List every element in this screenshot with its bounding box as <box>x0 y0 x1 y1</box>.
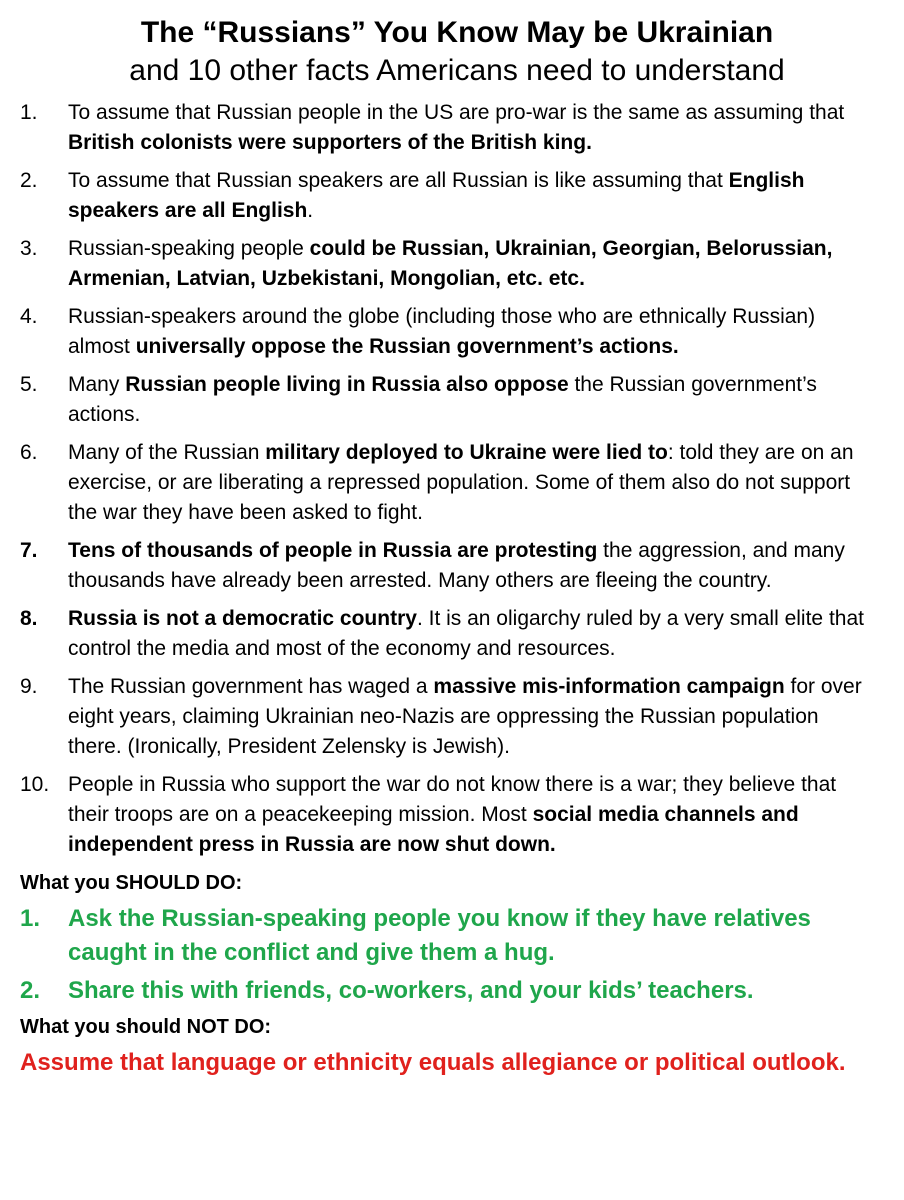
fact-text <box>68 672 874 762</box>
fact-text-run: Russian-speakers around the globe (including those who are ethnically Russian) almost <box>68 305 816 358</box>
fact-text <box>68 98 874 158</box>
fact-text <box>68 604 874 664</box>
fact-item <box>20 536 874 596</box>
fact-text-run: for over eight years, claiming Ukrainian neo-Nazis are oppressing the Russian population there. (Ironically, President Zelensky is Jewish). <box>68 675 862 758</box>
fact-number: 6. <box>20 441 38 464</box>
page-subtitle: and 10 other facts Americans need to understand <box>129 54 785 87</box>
fact-text <box>68 770 874 860</box>
fact-text-bold: massive mis-information campaign <box>433 675 785 698</box>
fact-text-bold: British colonists were supporters of the British king. <box>68 131 592 154</box>
fact-text-run: People in Russia who support the war do not know there is a war; they believe that their troops are on a peacekeeping mission. Most <box>68 773 837 826</box>
fact-item <box>20 672 874 762</box>
fact-text-bold: military deployed to Ukraine were lied to <box>265 441 668 464</box>
should-do-number: 2. <box>20 977 41 1004</box>
fact-text <box>68 234 874 294</box>
fact-text-run: To assume that Russian speakers are all Russian is like assuming that <box>68 169 729 192</box>
fact-number: 4. <box>20 305 38 328</box>
fact-number: 9. <box>20 675 38 698</box>
fact-number: 2. <box>20 169 38 192</box>
fact-text <box>68 302 874 362</box>
fact-text-bold: Russian people living in Russia also oppose <box>125 373 569 396</box>
should-not-do-text: Assume that language or ethnicity equals allegiance or political outlook. <box>20 1049 846 1076</box>
fact-number: 7. <box>20 539 38 562</box>
should-do-list <box>20 902 874 1008</box>
fact-text-run: The Russian government has waged a <box>68 675 434 698</box>
should-do-heading: What you SHOULD DO: <box>20 872 243 894</box>
fact-text-run: . <box>307 199 314 222</box>
fact-text-bold: could be Russian, Ukrainian, Georgian, Belorussian, Armenian, Latvian, Uzbekistani, Mongolian, etc. etc. <box>68 237 833 290</box>
fact-text-bold: English speakers are all English <box>68 169 805 222</box>
fact-text-bold: universally oppose the Russian government’s actions. <box>135 335 679 358</box>
fact-text-bold: Russia is not a democratic country <box>68 607 417 630</box>
fact-text-run: . It is an oligarchy ruled by a very small elite that control the media and most of the economy and resources. <box>68 607 864 660</box>
should-do-text: Ask the Russian-speaking people you know if they have relatives caught in the conflict and give them a hug. <box>68 905 811 966</box>
should-do-item <box>20 902 874 970</box>
fact-item <box>20 234 874 294</box>
fact-text-run: the aggression, and many thousands have already been arrested. Many others are fleeing the country. <box>68 539 845 592</box>
should-do-number: 1. <box>20 905 41 932</box>
fact-text-run: Many <box>68 373 126 396</box>
fact-number: 5. <box>20 373 38 396</box>
should-do-text: Share this with friends, co-workers, and your kids’ teachers. <box>68 977 754 1004</box>
page-title: The “Russians” You Know May be Ukrainian <box>140 16 774 49</box>
fact-text-run: Russian-speaking people <box>68 237 310 260</box>
fact-item <box>20 604 874 664</box>
should-not-do-heading: What you should NOT DO: <box>20 1016 272 1038</box>
fact-text-bold: social media channels and independent press in Russia are now shut down. <box>68 803 799 856</box>
fact-number: 1. <box>20 101 38 124</box>
fact-text-run: the Russian government’s actions. <box>68 373 817 426</box>
fact-item <box>20 166 874 226</box>
fact-number: 10. <box>20 773 50 796</box>
fact-text <box>68 536 874 596</box>
fact-item <box>20 438 874 528</box>
fact-text <box>68 438 874 528</box>
facts-list <box>20 98 874 860</box>
fact-item <box>20 98 874 158</box>
fact-item <box>20 770 874 860</box>
fact-number: 8. <box>20 607 38 630</box>
fact-item <box>20 302 874 362</box>
fact-text <box>68 166 874 226</box>
fact-number: 3. <box>20 237 38 260</box>
should-do-item <box>20 974 874 1008</box>
fact-text-run: Many of the Russian <box>68 441 266 464</box>
fact-item <box>20 370 874 430</box>
fact-text <box>68 370 874 430</box>
fact-text-bold: Tens of thousands of people in Russia are protesting <box>68 539 598 562</box>
fact-text-run: : told they are on an exercise, or are liberating a repressed population. Some of them also do not support the war they have been asked to fight. <box>68 441 854 524</box>
fact-text-run: To assume that Russian people in the US are pro-war is the same as assuming that <box>68 101 845 124</box>
